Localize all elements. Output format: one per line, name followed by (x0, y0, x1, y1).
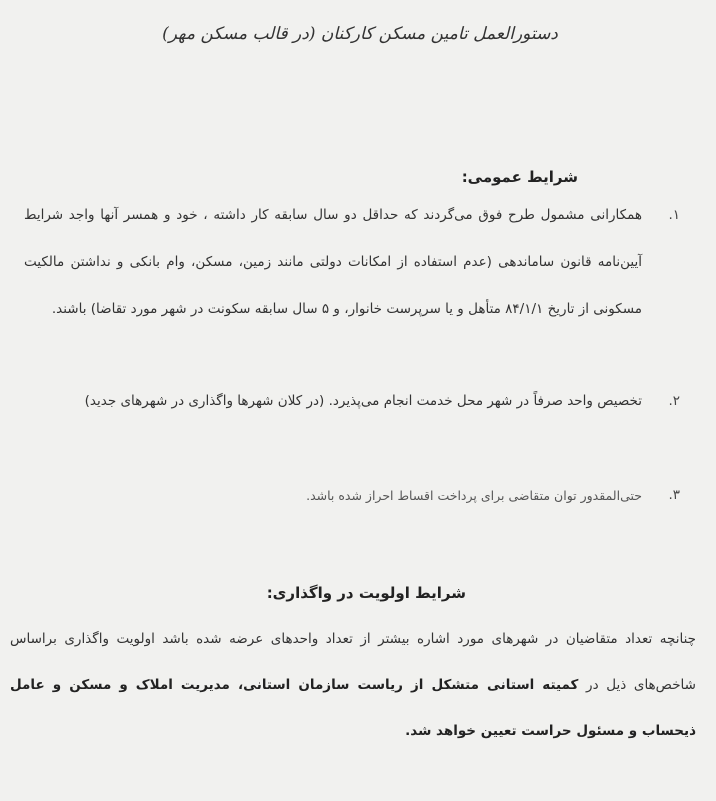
list-item-text: حتی‌المقدور توان متقاضی برای پرداخت اقساط احراز شده باشد. (306, 488, 642, 503)
priority-conditions-heading: شرایط اولویت در واگذاری: (266, 584, 466, 602)
list-item-number: ۱. (668, 207, 680, 223)
list-item-number: ۳. (668, 487, 680, 503)
priority-paragraph-bold: کمیته استانی متشکل از ریاست سازمان استانی، مدیریت املاک و مسکن و عامل ذیحساب و مسئول حراست تعیین خواهد شد. (10, 677, 696, 739)
list-item (24, 378, 680, 425)
priority-paragraph (10, 616, 696, 754)
general-conditions-heading: شرایط عمومی: (461, 168, 578, 186)
list-item (24, 192, 680, 333)
document-title: دستورالعمل تامین مسکن کارکنان (در قالب مسکن مهر) (162, 24, 558, 44)
list-item-text: همکارانی مشمول طرح فوق می‌گردند که حداقل دو سال سابقه کار داشته ، خود و همسر آنها واجد شرایط آیین‌نامه قانون ساماندهی (عدم استفاده از امکانات دولتی مانند زمین، مسکن، وام بانکی و نداشتن مالکیت مسکونی از تاریخ ۸۴/۱/۱ متأهل و یا سرپرست خانوار، و ۵ سال سابقه سکونت در شهر مورد تقاضا) باشند. (24, 207, 642, 317)
list-item-text: تخصیص واحد صرفاً در شهر محل خدمت انجام می‌پذیرد. (در کلان شهرها واگذاری در شهرهای جدید) (84, 393, 642, 409)
priority-paragraph-start: چنانچه تعداد متقاضیان در شهرهای مورد اشاره بیشتر از تعداد واحدهای عرضه شده باشد اولویت واگذاری براساس شاخص‌های ذیل در (10, 631, 696, 693)
list-item (24, 472, 680, 519)
list-item-number: ۲. (668, 393, 680, 409)
